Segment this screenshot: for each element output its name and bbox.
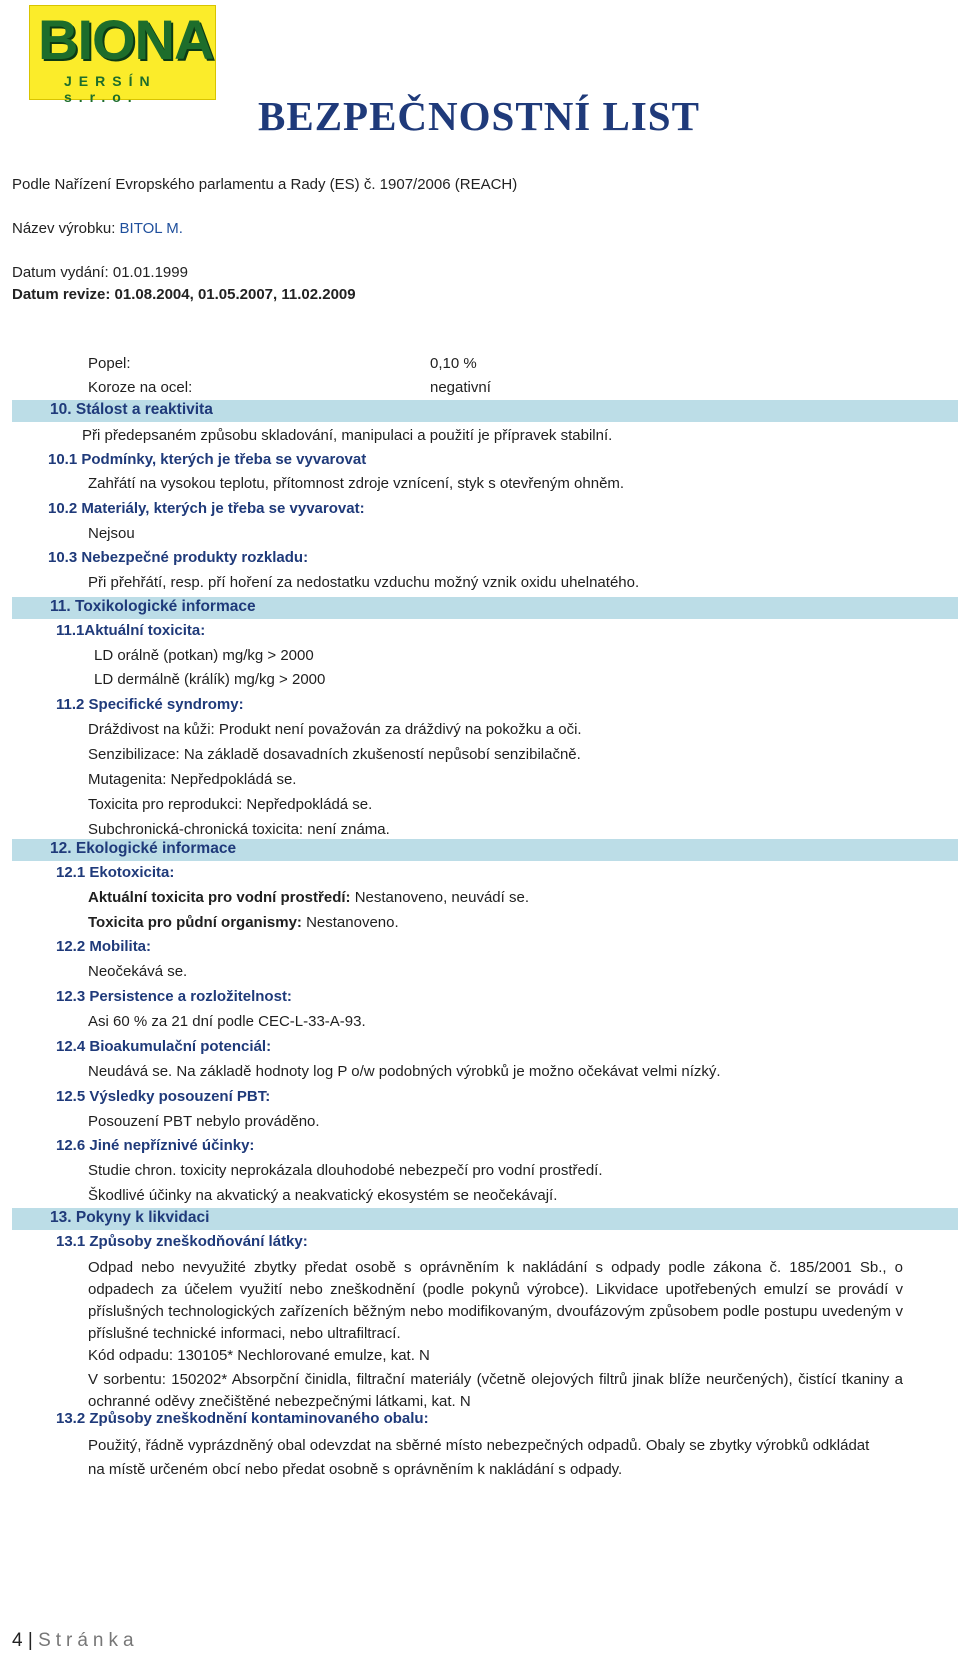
subsection-number: 12. [56,938,77,955]
section-10-header [12,400,958,422]
subsection-title: 3 Persistence a rozložitelnost: [76,988,292,1005]
subsection-title: 2 Specifické syndromy: [76,696,244,713]
subsection-10-1 [48,451,366,468]
subsection-text: Zahřátí na vysokou teplotu, přítomnost zdroje vznícení, styk s otevřeným ohněm. [88,475,625,492]
subsection-text: Toxicita pro reprodukci: Nepředpokládá se. [88,796,373,813]
logo-subtitle: JERSÍN s.r.o. [64,73,157,105]
subsection-text: Dráždivost na kůži: Produkt není považován za dráždivý na pokožku a oči. [88,721,582,738]
section-title: 13. Pokyny k likvidaci [50,1209,210,1226]
subsection-text: Neočekává se. [88,963,188,980]
document-title: BEZPEČNOSTNÍ LIST [258,93,700,139]
subsection-title: 4 Bioakumulační potenciál: [76,1038,272,1055]
subsection-12-3 [56,988,292,1005]
subsection-text: Mutagenita: Nepředpokládá se. [88,771,297,788]
subsection-title: 2 Mobilita: [76,938,152,955]
subsection-paragraph: Použitý, řádně vyprázdněný obal odevzdat na sběrné místo nebezpečných odpadů. Obaly se zbytky výrobků odkládat na místě určeném obcí nebo předat osobně s oprávněním k nakládání s odpady. [88,1437,870,1478]
product-name: BITOL M. [119,220,183,237]
sorbent-paragraph: V sorbentu: 150202* Absorpční činidla, filtrační materiály (včetně olejových filtrů jinak blíže neurčených), čistící tkaniny a ochranné oděvy znečištěné nebezpečnými látkami, kat. N [88,1371,903,1410]
page-footer [12,1630,139,1652]
subsection-number: 12. [56,1137,77,1154]
field-value: Nestanoveno. [301,914,399,931]
product-label: Název výrobku: [12,220,120,237]
page-number: 4 [12,1630,23,1651]
section-11-header [12,597,958,619]
subsection-title: 3 Nebezpečné produkty rozkladu: [68,549,309,566]
field-label: Toxicita pro půdní organismy: [88,914,302,931]
subsection-number: 10. [48,451,69,468]
subsection-12-2 [56,938,151,955]
subsection-text: Neudává se. Na základě hodnoty log P o/w podobných výrobků je možno očekávat velmi nízký. [88,1063,721,1080]
field-value: Nestanoveno, neuvádí se. [350,889,529,906]
subsection-text: Subchronická-chronická toxicita: není známa. [88,821,390,838]
field-label: Aktuální toxicita pro vodní prostředí: [88,889,351,906]
subsection-title: 6 Jiné nepříznivé účinky: [76,1137,255,1154]
subsection-text: Při přehřátí, resp. pří hoření za nedostatku vzduchu možný vznik oxidu uhelnatého. [88,574,640,591]
section-title: 10. Stálost a reaktivita [50,401,213,418]
subsection-text [88,889,529,906]
subsection-text: LD dermálně (králík) mg/kg > 2000 [94,671,326,688]
subsection-title: 1 Způsoby zneškodňování látky: [76,1233,308,1250]
waste-code: Kód odpadu: 130105* Nechlorované emulze, kat. N [88,1347,430,1364]
prop-value: 0,10 % [430,355,477,372]
footer-separator: | [22,1630,39,1651]
prop-label: Koroze na ocel: [88,379,193,396]
subsection-text: Studie chron. toxicity neprokázala dlouhodobé nebezpečí pro vodní prostředí. [88,1162,603,1179]
section-13-header [12,1208,958,1230]
subsection-text: Senzibilizace: Na základě dosavadních zkušeností nepůsobí senzibilačně. [88,746,581,763]
product-line [12,220,183,237]
subsection-title: 2 Způsoby zneškodnění kontaminovaného obalu: [76,1410,429,1427]
subsection-number: 10. [48,549,69,566]
subsection-12-5 [56,1088,270,1105]
subsection-12-6 [56,1137,254,1154]
subsection-title: 1 Ekotoxicita: [76,864,175,881]
subsection-number: 10. [48,500,69,517]
subsection-13-2 [56,1410,429,1427]
subsection-number: 12. [56,1088,77,1105]
prop-value: negativní [430,379,491,396]
subsection-paragraph: Odpad nebo nevyužité zbytky předat osobě s oprávněním k nakládání s odpady podle zákona č. 185/2001 Sb., o odpadech za účelem využití nebo zneškodnění (podle pokynů výrobce). Likvidace upotřebených emulzí se provádí v příslušných technologických zařízeních běžným nebo modifikovaným, dvoufázovým způsobem podle postupu uvedeným v příslušné technické informaci, nebo ultrafiltrací. [88,1259,903,1342]
subsection-text: LD orálně (potkan) mg/kg > 2000 [94,647,314,664]
company-logo [29,5,216,105]
subsection-title: 1 Podmínky, kterých je třeba se vyvarovat [68,451,367,468]
subsection-number: 12. [56,864,77,881]
subsection-text: Škodlivé účinky na akvatický a neakvatický ekosystém se neočekávají. [88,1187,558,1204]
prop-label: Popel: [88,355,131,372]
subsection-text [88,914,399,931]
issue-date: Datum vydání: 01.01.1999 [12,264,188,281]
subsection-number: 13. [56,1233,77,1250]
section-title: 11. Toxikologické informace [50,598,256,615]
subsection-text: Asi 60 % za 21 dní podle CEC-L-33-A-93. [88,1013,366,1030]
subsection-12-1 [56,864,174,881]
subsection-10-3 [48,549,308,566]
subsection-11-1: 11.1Aktuální toxicita: [56,622,206,639]
subsection-number: 11. [56,696,77,713]
subsection-number: 12. [56,1038,77,1055]
logo-wordmark: BIONA [38,8,214,71]
subsection-number: 12. [56,988,77,1005]
subsection-text: Nejsou [88,525,135,542]
subsection-11-2 [56,696,244,713]
section-title: 12. Ekologické informace [50,840,237,857]
subsection-12-4 [56,1038,271,1055]
revision-date: Datum revize: 01.08.2004, 01.05.2007, 11.02.2009 [12,286,356,303]
subsection-title: 2 Materiály, kterých je třeba se vyvarovat: [68,500,365,517]
subsection-10-2 [48,500,365,517]
subsection-text: Posouzení PBT nebylo prováděno. [88,1113,320,1130]
section-12-header [12,839,958,861]
subsection-13-1 [56,1233,308,1250]
subsection-number: 13. [56,1410,77,1427]
section-text: Při předepsaném způsobu skladování, manipulaci a použití je přípravek stabilní. [82,427,613,444]
subsection-title: 5 Výsledky posouzení PBT: [76,1088,271,1105]
page-label: Stránka [38,1630,139,1651]
regulation-line: Podle Nařízení Evropského parlamentu a Rady (ES) č. 1907/2006 (REACH) [12,176,518,193]
